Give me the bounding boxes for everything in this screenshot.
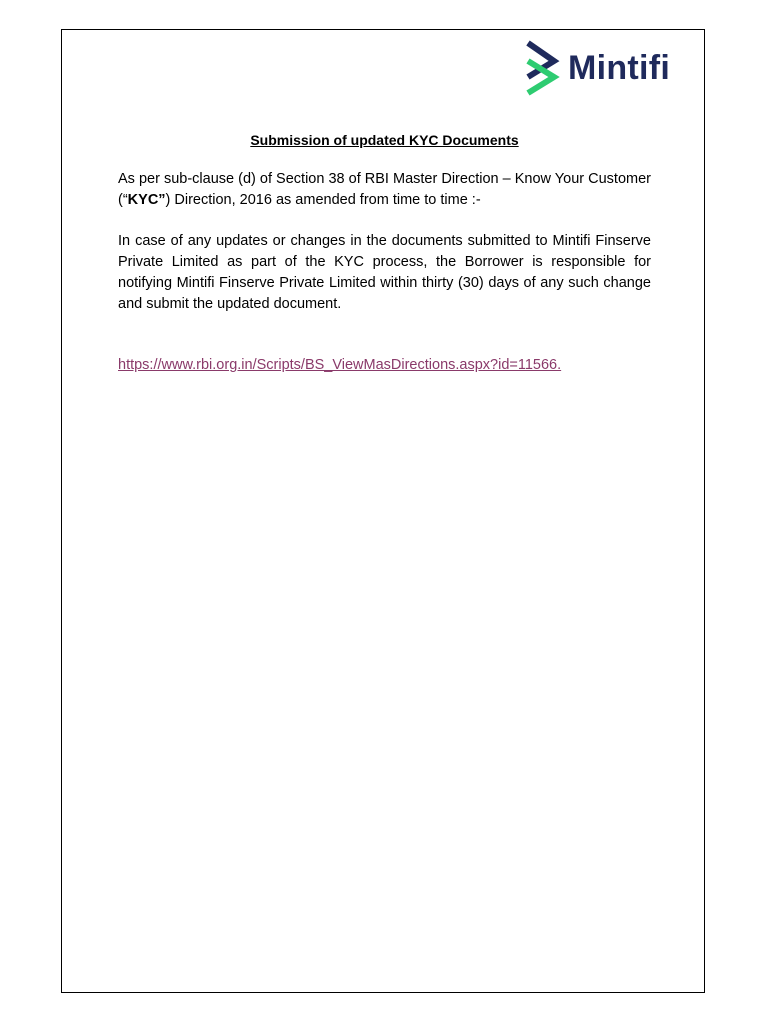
document-title: Submission of updated KYC Documents (250, 132, 519, 148)
paragraph-kyc-direction (118, 169, 651, 211)
brand-name: Mintifi (568, 48, 671, 87)
page-frame (61, 29, 705, 993)
mintifi-logo (524, 38, 694, 98)
para1-after: ) Direction, 2016 as amended from time to time :- (165, 192, 481, 208)
paragraph-update-obligation: In case of any updates or changes in the documents submitted to Mintifi Finserve Private Limited as part of the KYC process, the Borrower is responsible for notifying Mintifi Finserve Private Limited within thirty (30) days of any such change and submit the updated document. (118, 233, 651, 312)
mintifi-chevron-icon (524, 39, 562, 97)
para1-bold-kyc: KYC” (127, 192, 166, 208)
para1-before: As per sub-clause (d) of Section 38 of RBI Master Direction – Know Your Customer (“ (118, 171, 651, 208)
document-body (118, 130, 651, 376)
rbi-direction-link[interactable]: https://www.rbi.org.in/Scripts/BS_ViewMasDirections.aspx?id=11566. (118, 357, 562, 373)
